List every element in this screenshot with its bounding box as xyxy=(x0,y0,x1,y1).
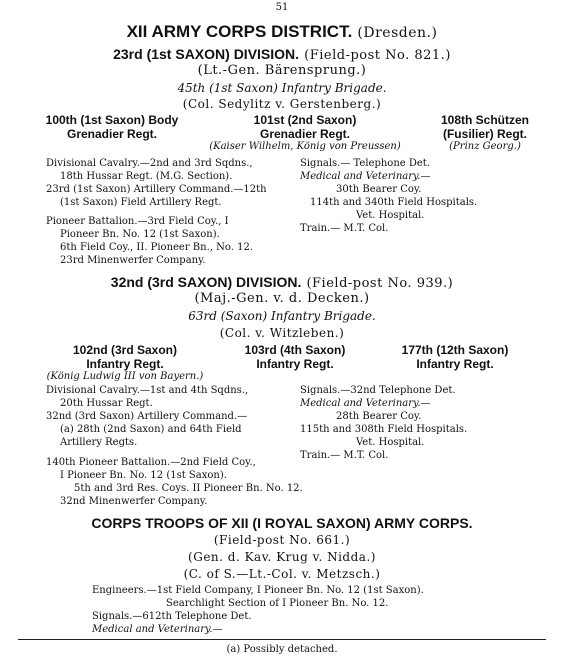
div23-right-line: 114th and 340th Field Hospitals. xyxy=(310,197,478,208)
div32-heading xyxy=(0,272,564,291)
div32-brigade: 63rd (Saxon) Infantry Brigade. xyxy=(188,309,376,323)
div32-fieldpost: (Field-post No. 939.) xyxy=(306,276,454,291)
div32-left-line: (a) 28th (2nd Saxon) and 64th Field xyxy=(60,424,242,435)
district-title: XII ARMY CORPS DISTRICT. xyxy=(126,22,353,41)
div32-left-line: 140th Pioneer Battalion.—2nd Field Coy., xyxy=(46,457,256,468)
div23-left-line: 23rd Minenwerfer Company. xyxy=(60,255,206,266)
div32-regiment-1: 102nd (3rd Saxon) Infantry Regt. (König Ludwig III von Bayern.) xyxy=(46,343,204,382)
district-city: (Dresden.) xyxy=(357,25,438,41)
div32-right-line: Signals.—32nd Telephone Det. xyxy=(300,385,456,396)
corps-line: Searchlight Section of I Pioneer Bn. No. 12. xyxy=(166,598,389,609)
district-heading xyxy=(0,22,564,42)
div32-left-line: 20th Hussar Regt. xyxy=(60,398,153,409)
div23-regiment-1: 100th (1st Saxon) Body Grenadier Regt. xyxy=(45,113,179,141)
div23-left-line: 6th Field Coy., II. Pioneer Bn., No. 12. xyxy=(60,242,253,253)
div23-fieldpost: (Field-post No. 821.) xyxy=(304,48,451,63)
div32-right-line: Train.— M.T. Col. xyxy=(300,450,389,461)
corps-line: Medical and Veterinary.— xyxy=(92,624,223,635)
div32-left-line: 32nd Minenwerfer Company. xyxy=(60,496,208,507)
div23-regiment-3: 108th Schützen (Fusilier) Regt. (Prinz Georg.) xyxy=(440,113,530,152)
div23-brigade: 45th (1st Saxon) Infantry Brigade. xyxy=(177,81,387,95)
div32-regiment-2: 103rd (4th Saxon) Infantry Regt. xyxy=(244,343,346,371)
div23-right-line: Signals.— Telephone Det. xyxy=(300,158,430,169)
div23-right-line: 30th Bearer Coy. xyxy=(336,184,422,195)
corps-title: CORPS TROOPS OF XII (I ROYAL SAXON) ARMY CORPS. xyxy=(91,515,473,531)
corps-commander: (Gen. d. Kav. Krug v. Nidda.) xyxy=(188,550,376,564)
corps-line: Signals.—612th Telephone Det. xyxy=(92,611,252,622)
div32-left-line: 32nd (3rd Saxon) Artillery Command.— xyxy=(46,411,248,422)
div32-brigade-commander: (Col. v. Witzleben.) xyxy=(219,326,345,340)
div23-left-line: Pioneer Bn. No. 12 (1st Saxon). xyxy=(60,229,220,240)
div32-right-line: Medical and Veterinary.— xyxy=(300,398,431,409)
div23-left-line: Divisional Cavalry.—2nd and 3rd Sqdns., xyxy=(46,158,253,169)
div32-commander: (Maj.-Gen. v. d. Decken.) xyxy=(194,291,370,306)
div32-title: 32nd (3rd SAXON) DIVISION. xyxy=(110,274,302,290)
footnote-rule xyxy=(18,639,546,640)
div23-heading xyxy=(0,44,564,63)
div32-left-line: Divisional Cavalry.—1st and 4th Sqdns., xyxy=(46,385,249,396)
div32-regiment-3: 177th (12th Saxon) Infantry Regt. xyxy=(401,343,509,371)
div23-right-line: Vet. Hospital. xyxy=(356,210,425,221)
corps-line: Engineers.—1st Field Company, I Pioneer Bn. No. 12 (1st Saxon). xyxy=(92,585,424,596)
div23-regiment-2: 101st (2nd Saxon) Grenadier Regt. (Kaiser Wilhelm, König von Preussen) xyxy=(209,113,401,152)
div23-right-line: Medical and Veterinary.— xyxy=(300,171,431,182)
div23-left-line: Pioneer Battalion.—3rd Field Coy., I xyxy=(46,216,229,227)
div23-brigade-commander: (Col. Sedylitz v. Gerstenberg.) xyxy=(182,97,382,111)
div32-left-line: 5th and 3rd Res. Coys. II Pioneer Bn. No. 12. xyxy=(74,483,303,494)
footnote: (a) Possibly detached. xyxy=(226,644,338,655)
div23-left-line: 18th Hussar Regt. (M.G. Section). xyxy=(60,171,233,182)
div32-right-line: 28th Bearer Coy. xyxy=(336,411,422,422)
div23-commander: (Lt.-Gen. Bärensprung.) xyxy=(197,63,367,78)
corps-chief-of-staff: (C. of S.—Lt.-Col. v. Metzsch.) xyxy=(183,567,381,581)
corps-fieldpost: (Field-post No. 661.) xyxy=(213,533,351,547)
div32-left-line: Artillery Regts. xyxy=(60,437,138,448)
div23-left-line: 23rd (1st Saxon) Artillery Command.—12th xyxy=(46,184,267,195)
div32-right-line: Vet. Hospital. xyxy=(356,437,425,448)
div23-title: 23rd (1st SAXON) DIVISION. xyxy=(113,46,300,62)
div32-right-line: 115th and 308th Field Hospitals. xyxy=(300,424,468,435)
div23-right-line: Train.— M.T. Col. xyxy=(300,223,389,234)
div23-left-line: (1st Saxon) Field Artillery Regt. xyxy=(60,197,222,208)
page-number: 51 xyxy=(275,2,289,13)
div32-left-line: I Pioneer Bn. No. 12 (1st Saxon). xyxy=(60,470,227,481)
